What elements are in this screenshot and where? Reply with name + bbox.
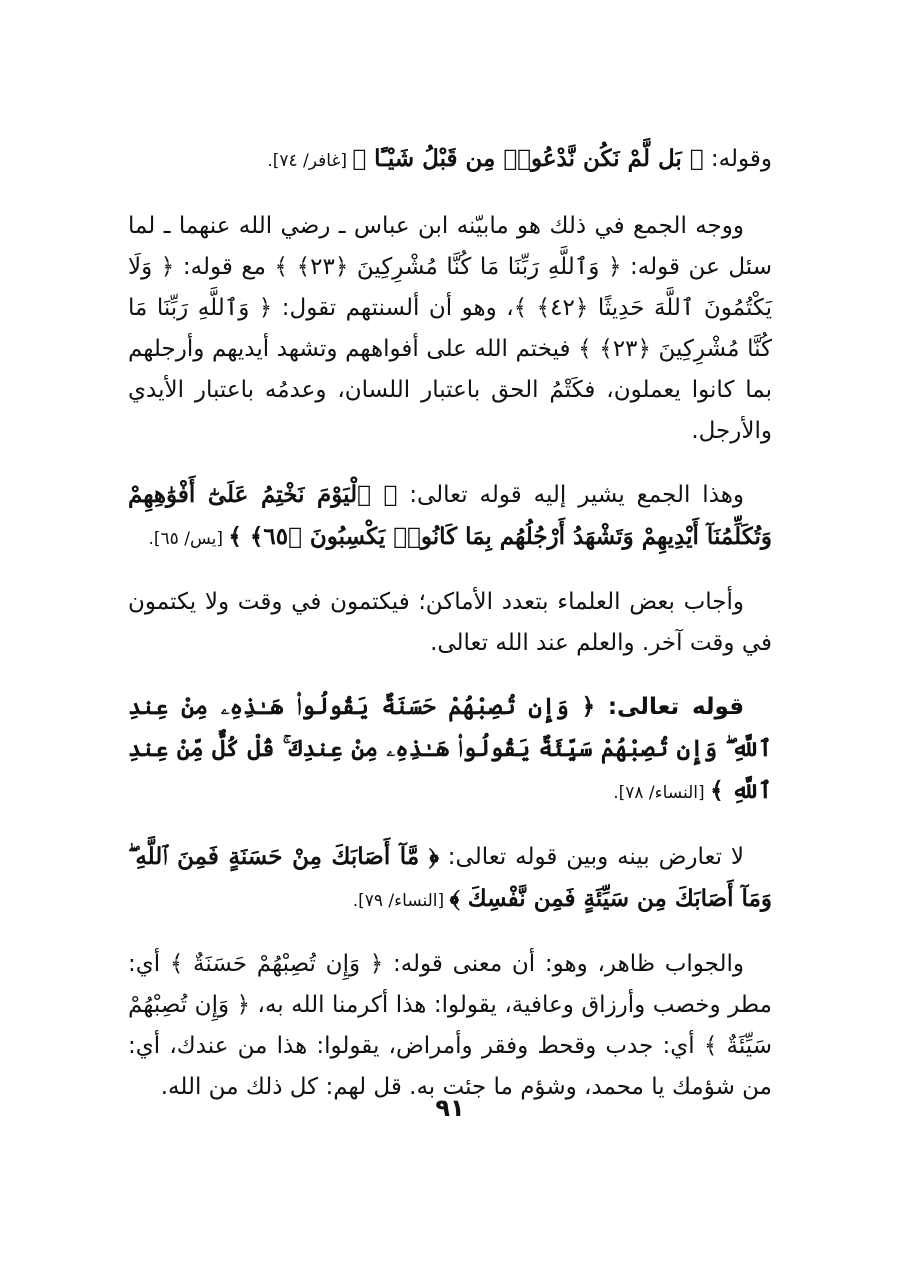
page-body: [128, 138, 772, 1130]
paragraph-3-reference: [يس/ ٦٥].: [148, 529, 229, 549]
paragraph-7: والجواب ظاهر، وهو: أن معنى قوله: ﴿ وَإِن تُصِبْهُمْ حَسَنَةٌ ﴾ أي: مطر وخصب وأرزاق وعافية، يقولوا: هذا أكرمنا الله به، ﴿ وَإِن تُصِبْهُمْ سَيِّئَةٌ ﴾ أي: جدب وقحط وفقر وأمراض، يقولوا: هذا من عندك، أي: من شؤمك يا محمد، وشؤم ما جئت به. قل لهم: كل ذلك من الله.: [128, 951, 772, 1100]
paragraph-5-lead: قوله تعالى:: [595, 694, 745, 720]
paragraph-5-verse: ﴿ وَإِن تُصِبْهُمْ حَسَنَةٌ يَقُولُوا۟ هَـٰذِهِۦ مِنْ عِندِ ٱللَّهِ ۖ وَإِن تُصِبْهُمْ سَيِّئَةٌ يَقُولُوا۟ هَـٰذِهِۦ مِنْ عِندِكَ ۚ قُلْ كُلٌّ مِّنْ عِندِ ٱللَّهِ ﴾: [128, 693, 772, 804]
paragraph-6-reference: [النساء/ ٧٩].: [352, 891, 450, 911]
paragraph-1-reference: [غافر/ ٧٤].: [267, 151, 353, 171]
paragraph-2: ووجه الجمع في ذلك هو مابيّنه ابن عباس ـ رضي الله عنهما ـ لما سئل عن قوله: ﴿ وَٱللَّهِ رَبِّنَا مَا كُنَّا مُشْرِكِينَ ﴿٢٣﴾ ﴾ مع قوله: ﴿ وَلَا يَكْتُمُونَ ٱللَّهَ حَدِيثًا ﴿٤٢﴾ ﴾، وهو أن ألسنتهم تقول: ﴿ وَٱللَّهِ رَبِّنَا مَا كُنَّا مُشْرِكِينَ ﴿٢٣﴾ ﴾ فيختم الله على أفواههم وتشهد أيديهم وأرجلهم بما كانوا يعملون، فكَتْمُ الحق باعتبار اللسان، وعدمُه باعتبار الأيدي والأرجل.: [128, 213, 773, 444]
paragraph-6: [128, 836, 772, 922]
paragraph-3-verse: ﴿ ٱلْيَوْمَ نَخْتِمُ عَلَىٰٓ أَفْوَٰهِهِمْ وَتُكَلِّمُنَآ أَيْدِيهِمْ وَتَشْهَدُ أَرْجُلُهُم بِمَا كَانُوا۟ يَكْسِبُونَ ﴿٦٥﴾ ﴾: [128, 481, 772, 550]
paragraph-3-lead: وهذا الجمع يشير إليه قوله تعالى:: [397, 482, 745, 508]
paragraph-1: [128, 138, 772, 182]
page-number: ٩١: [435, 1094, 465, 1122]
paragraph-6-lead: لا تعارض بينه وبين قوله تعالى:: [438, 844, 744, 870]
paragraph-5-reference: [النساء/ ٧٨].: [613, 783, 711, 803]
paragraph-3: [128, 474, 772, 560]
paragraph-1-lead: وقوله:: [703, 146, 772, 172]
paragraph-6-verse: ﴿ مَّآ أَصَابَكَ مِنْ حَسَنَةٍ فَمِنَ ٱللَّهِ ۖ وَمَآ أَصَابَكَ مِن سَيِّئَةٍ فَمِن نَّفْسِكَ ﴾: [128, 843, 772, 912]
paragraph-4: وأجاب بعض العلماء بتعدد الأماكن؛ فيكتمون في وقت ولا يكتمون في وقت آخر. والعلم عند الله تعالى.: [128, 589, 772, 656]
paragraph-5: [128, 686, 772, 814]
paragraph-1-verse: ﴿ بَل لَّمْ نَكُن نَّدْعُوا۟ مِن قَبْلُ شَيْـًٔا ﴾: [352, 145, 704, 172]
